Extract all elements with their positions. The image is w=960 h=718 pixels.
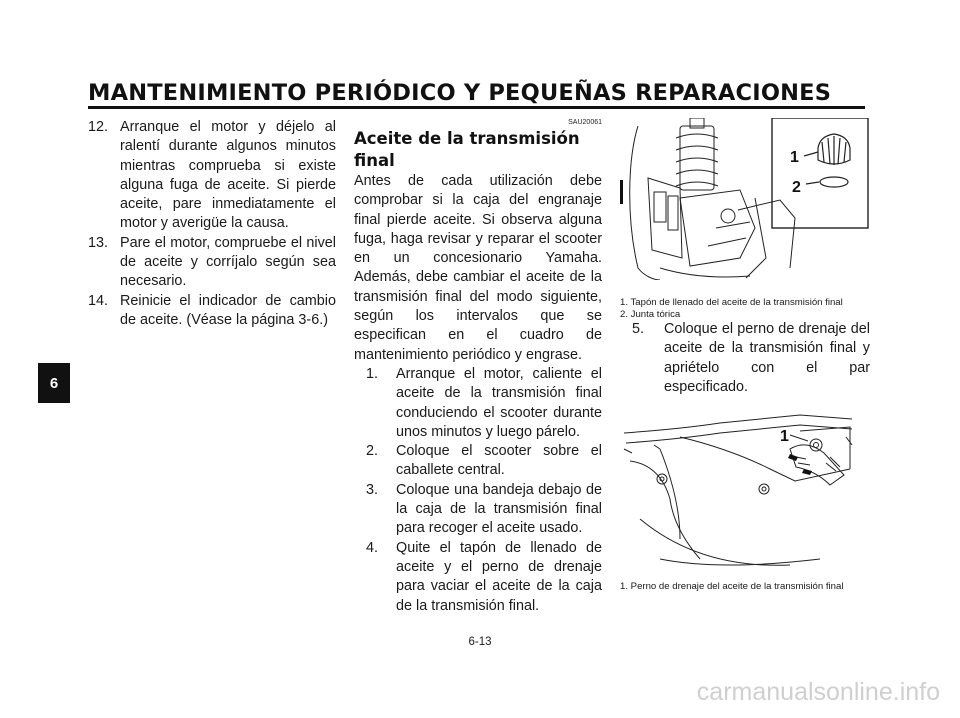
list-item: 4. Quite el tapón de llenado de aceite y el perno de drenaje para vaciar el aceite de la caja de la transmisión final. [366,539,602,614]
chapter-tab: 6 [38,363,70,403]
callout-1: 1 [780,428,789,446]
left-steps-list [88,118,336,330]
right-column [620,118,870,593]
list-item: 12. Arranque el motor y déjelo al ralentí durante algunos minutos mientras comprueba si existe alguna fuga de aceite. Si pierde aceite, pare inmediatamente el motor y averigüe la causa. [88,119,336,232]
middle-steps-list [354,365,602,616]
figure-oil-filler-cap [620,118,870,280]
section-title: Aceite de la transmisión final [354,129,580,170]
drain-bolt-illustration [620,409,870,571]
list-item: 2. Coloque el scooter sobre el caballete central. [366,443,602,479]
page-header-title: MANTENIMIENTO PERIÓDICO Y PEQUEÑAS REPARACIONES [88,80,832,106]
intro-paragraph: Antes de cada utilización debe comprobar si la caja del engranaje final pierde aceite. Si observa alguna fuga, haga revisar y reparar el scooter en un concesionario Yamaha. Además, debe cambiar el aceite de la transmisión final del modo siguiente, según los intervalos que se especifican en el cuadro de mantenimiento periódico y engrase. [354,173,602,363]
header-rule [88,106,865,109]
watermark: carmanualsonline.info [696,678,940,706]
list-item: 13. Pare el motor, compruebe el nivel de aceite y corríjalo según sea necesario. [88,234,336,290]
figure2-caption [620,581,870,593]
caption-line: 2. Junta tórica [620,308,681,320]
list-item: 1. Arranque el motor, caliente el aceite de la transmisión final conduciendo el scooter durante unos minutos y luego párelo. [366,365,602,440]
caption-line: 1. Tapón de llenado del aceite de la transmisión final [620,297,843,308]
left-column [88,118,336,330]
list-item: 14. Reinicie el indicador de cambio de aceite. (Véase la página 3-6.) [88,292,336,328]
list-item: 5. Coloque el perno de drenaje del aceite de la transmisión final y apriételo con el par especificado. [632,321,870,395]
figure-drain-bolt [620,409,870,571]
callout-1: 1 [790,149,799,166]
caption-line: 1. Perno de drenaje del aceite de la transmisión final [620,581,844,593]
figure1-caption [620,297,870,320]
reference-code: SAU20061 [568,119,602,126]
step5-list [632,320,870,397]
oil-filler-cap-illustration [620,118,870,280]
list-item: 3. Coloque una bandeja debajo de la caja de la transmisión final para recoger el aceite usado. [366,481,602,537]
page-number: 6-13 [468,636,492,648]
callout-2: 2 [792,179,801,196]
middle-column [354,118,602,616]
